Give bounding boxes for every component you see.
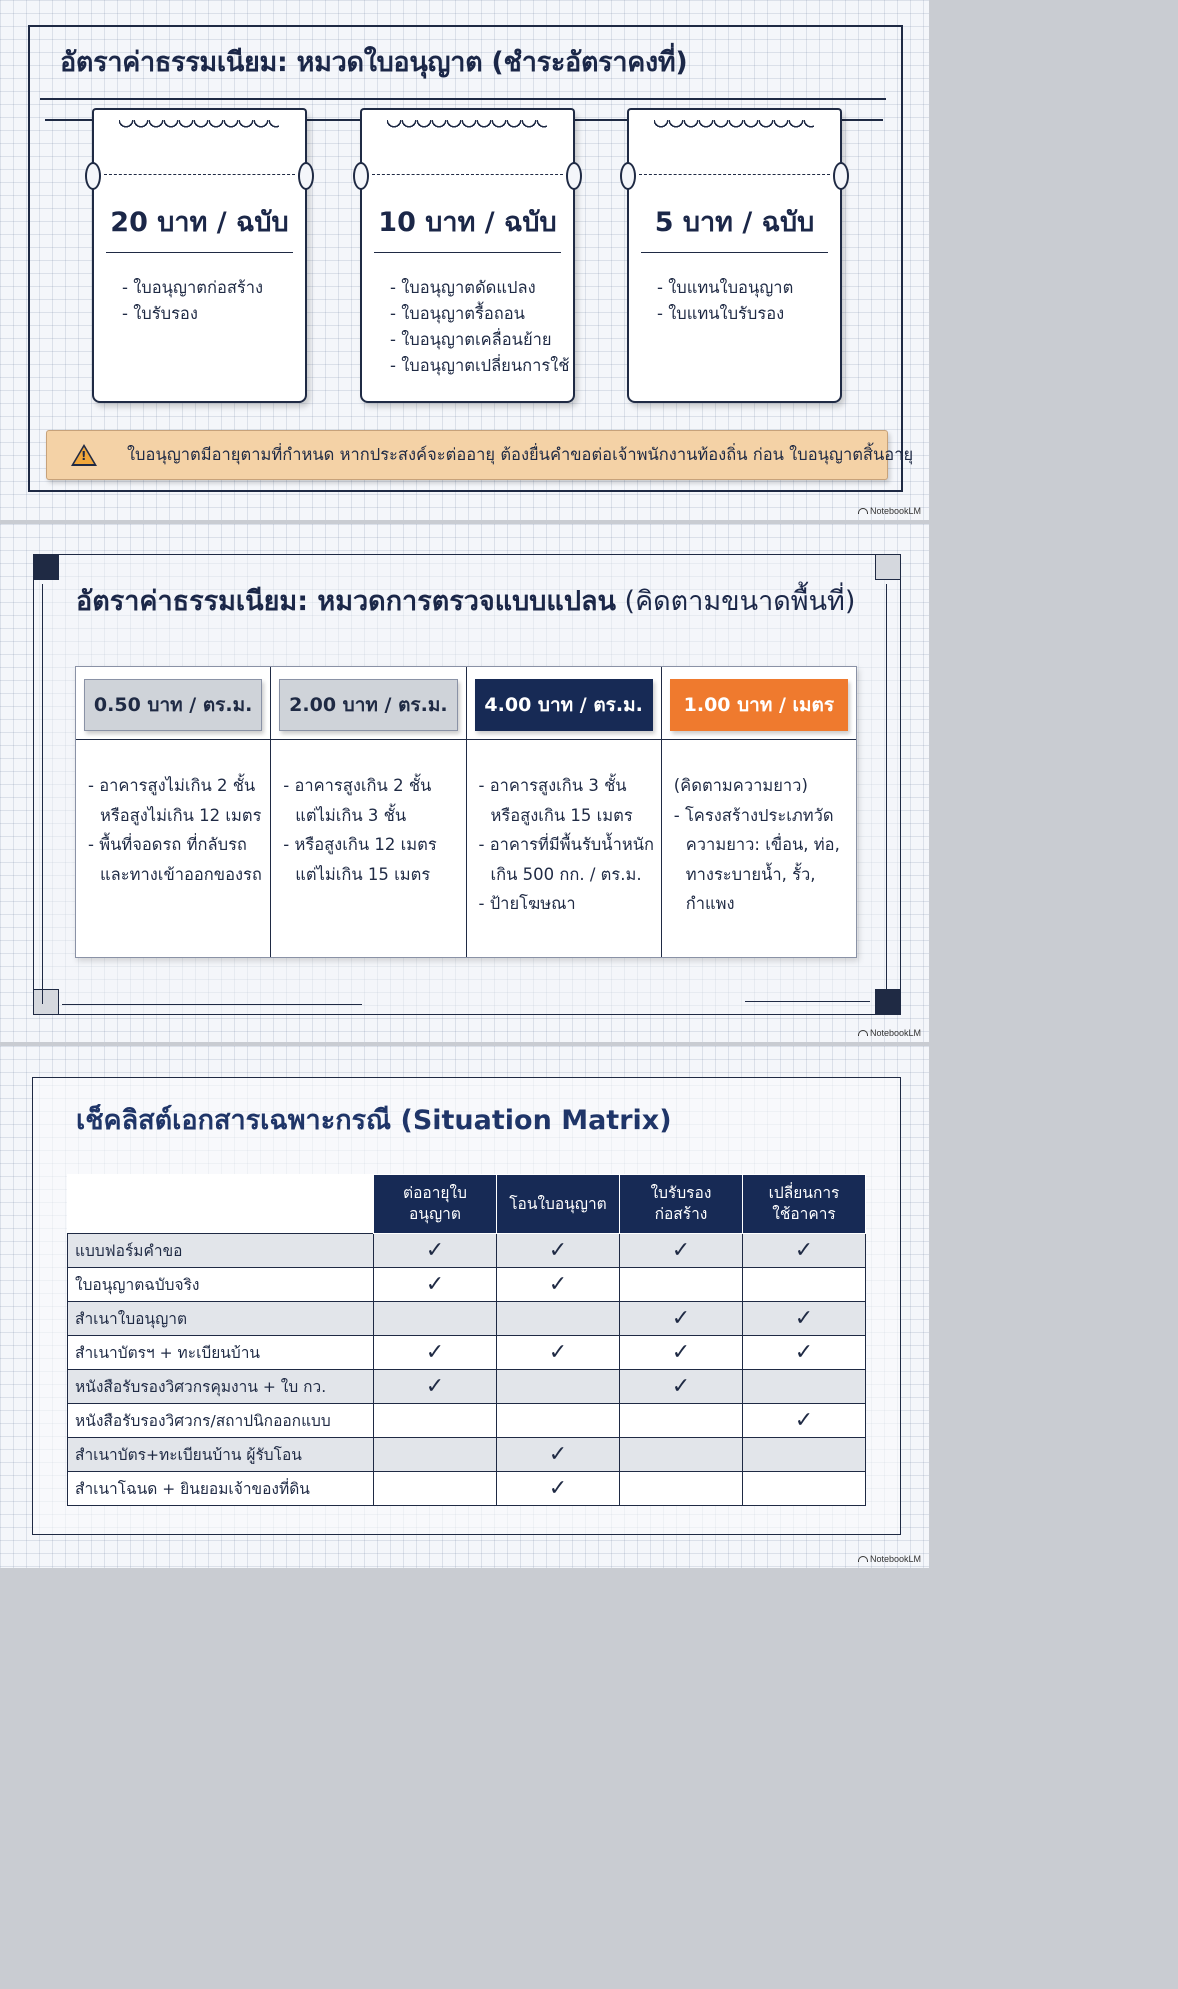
empty-cell	[620, 1268, 743, 1302]
check-mark-icon: ✓	[374, 1336, 497, 1370]
tag-scallop	[119, 120, 279, 130]
empty-cell	[374, 1302, 497, 1336]
condition-line: - ป้ายโฆษณา	[478, 894, 576, 913]
brand-watermark	[858, 506, 921, 516]
slide-title	[76, 579, 855, 622]
rate-badge: 0.50 บาท / ตร.ม.	[84, 679, 262, 731]
matrix-row	[68, 1302, 866, 1336]
tag-scallop	[387, 120, 547, 130]
matrix-row	[68, 1268, 866, 1302]
rate-conditions	[479, 771, 655, 919]
warning-banner	[46, 430, 914, 480]
tag-notch	[620, 162, 636, 190]
empty-cell	[497, 1302, 620, 1336]
empty-cell	[497, 1404, 620, 1438]
empty-cell	[743, 1370, 866, 1404]
fee-tag-20	[92, 108, 307, 403]
matrix-row	[68, 1336, 866, 1370]
tag-item: - ใบอนุญาตก่อสร้าง	[122, 275, 263, 301]
condition-line: - อาคารสูงเกิน 2 ชั้น	[283, 776, 432, 795]
condition-line: - พื้นที่จอดรถ ที่กลับรถ	[88, 835, 247, 854]
brand-label: NotebookLM	[869, 1554, 921, 1564]
check-mark-icon: ✓	[497, 1268, 620, 1302]
frame-guide-line	[42, 584, 43, 1004]
tag-notch	[566, 162, 582, 190]
condition-line: เกิน 500 กก. / ตร.ม.	[490, 864, 642, 884]
frame-corner	[875, 554, 901, 580]
empty-cell	[497, 1370, 620, 1404]
rate-conditions	[674, 771, 850, 919]
check-mark-icon: ✓	[497, 1234, 620, 1268]
brand-label: NotebookLM	[869, 1028, 921, 1038]
frame-guide-line	[745, 1001, 870, 1002]
condition-line: - โครงสร้างประเภทวัด	[673, 805, 834, 825]
document-label: สำเนาโฉนด + ยินยอมเจ้าของที่ดิน	[68, 1472, 374, 1506]
fee-tag-10	[360, 108, 575, 403]
rate-badge: 4.00 บาท / ตร.ม.	[475, 679, 653, 731]
empty-cell	[374, 1472, 497, 1506]
condition-line: หรือสูงไม่เกิน 12 เมตร	[100, 805, 262, 825]
empty-cell	[620, 1404, 743, 1438]
notebooklm-logo-icon	[858, 508, 868, 514]
brand-watermark	[858, 1028, 921, 1038]
rate-table	[75, 666, 857, 958]
tag-items	[390, 275, 570, 379]
check-mark-icon: ✓	[743, 1404, 866, 1438]
rate-column	[662, 667, 856, 957]
tag-price: 5 บาท / ฉบับ	[654, 207, 815, 238]
condition-line: แต่ไม่เกิน 15 เมตร	[295, 864, 431, 884]
matrix-body	[68, 1234, 866, 1506]
tag-item: - ใบรับรอง	[122, 301, 263, 327]
matrix-col-header: โอนใบอนุญาต	[497, 1175, 620, 1234]
tag-items	[122, 275, 263, 327]
tag-item: - ใบแทนใบอนุญาต	[657, 275, 793, 301]
notebooklm-logo-icon	[858, 1030, 868, 1036]
frame-corner	[33, 989, 59, 1015]
tag-divider	[106, 252, 293, 253]
tag-item: - ใบแทนใบรับรอง	[657, 301, 793, 327]
matrix-col-header: ต่ออายุใบ อนุญาต	[374, 1175, 497, 1234]
check-mark-icon: ✓	[743, 1234, 866, 1268]
rate-column	[467, 667, 662, 957]
document-label: สำเนาบัตรฯ + ทะเบียนบ้าน	[68, 1336, 374, 1370]
slide-license-fees	[0, 0, 929, 520]
warning-text: ใบอนุญาตมีอายุตามที่กำหนด หากประสงค์จะต่ออายุ ต้องยื่นคำขอต่อเจ้าพนักงานท้องถิ่น ก่อน ใบอนุญาตสิ้นอายุ	[127, 445, 914, 464]
document-label: แบบฟอร์มคำขอ	[68, 1234, 374, 1268]
rate-badge: 1.00 บาท / เมตร	[670, 679, 848, 731]
tag-notch	[298, 162, 314, 190]
tag-clip	[360, 108, 575, 120]
check-mark-icon: ✓	[497, 1336, 620, 1370]
tag-notch	[833, 162, 849, 190]
condition-line: แต่ไม่เกิน 3 ชั้น	[295, 805, 407, 825]
check-mark-icon: ✓	[497, 1472, 620, 1506]
slide-title: อัตราค่าธรรมเนียม: หมวดใบอนุญาต (ชำระอัตราคงที่)	[60, 47, 688, 78]
tag-price: 20 บาท / ฉบับ	[110, 207, 289, 238]
rate-conditions	[88, 771, 264, 889]
tag-divider	[641, 252, 828, 253]
document-label: ใบอนุญาตฉบับจริง	[68, 1268, 374, 1302]
check-mark-icon: ✓	[374, 1268, 497, 1302]
check-mark-icon: ✓	[620, 1302, 743, 1336]
rate-column	[271, 667, 466, 957]
matrix-col-header: เปลี่ยนการ ใช้อาคาร	[743, 1175, 866, 1234]
brand-label: NotebookLM	[869, 506, 921, 516]
slide-situation-matrix	[0, 1046, 929, 1568]
tag-perforation	[104, 174, 295, 175]
empty-cell	[374, 1438, 497, 1472]
check-mark-icon: ✓	[743, 1302, 866, 1336]
condition-line: ทางระบายน้ำ, รั้ว,	[685, 864, 816, 884]
tag-price: 10 บาท / ฉบับ	[378, 207, 557, 238]
condition-line: (คิดตามความยาว)	[673, 776, 808, 795]
condition-line: กำแพง	[685, 894, 735, 913]
notebooklm-logo-icon	[858, 1556, 868, 1562]
slide-plan-review-fees	[0, 524, 929, 1042]
rate-column	[76, 667, 271, 957]
tag-item: - ใบอนุญาตเปลี่ยนการใช้	[390, 353, 570, 379]
tag-clip	[627, 108, 842, 120]
hanger-rod	[40, 98, 886, 100]
matrix-row	[68, 1404, 866, 1438]
document-label: หนังสือรับรองวิศวกร/สถาปนิกออกแบบ	[68, 1404, 374, 1438]
empty-cell	[374, 1404, 497, 1438]
matrix-row	[68, 1472, 866, 1506]
frame-guide-line	[62, 1004, 362, 1005]
check-mark-icon: ✓	[497, 1438, 620, 1472]
empty-cell	[743, 1438, 866, 1472]
brand-watermark	[858, 1554, 921, 1564]
check-mark-icon: ✓	[620, 1336, 743, 1370]
matrix-col-header: ใบรับรอง ก่อสร้าง	[620, 1175, 743, 1234]
matrix-corner-cell	[68, 1175, 374, 1234]
condition-line: ความยาว: เขื่อน, ท่อ,	[685, 835, 840, 854]
empty-cell	[620, 1472, 743, 1506]
fee-tag-5	[627, 108, 842, 403]
empty-cell	[743, 1268, 866, 1302]
document-label: สำเนาบัตร+ทะเบียนบ้าน ผู้รับโอน	[68, 1438, 374, 1472]
condition-line: - อาคารที่มีพื้นรับน้ำหนัก	[478, 835, 654, 854]
empty-cell	[743, 1472, 866, 1506]
matrix-row	[68, 1234, 866, 1268]
condition-line: - อาคารสูงเกิน 3 ชั้น	[478, 776, 627, 795]
slide-title: เช็คลิสต์เอกสารเฉพาะกรณี (Situation Matrix)	[76, 1105, 672, 1136]
document-label: สำเนาใบอนุญาต	[68, 1302, 374, 1336]
empty-cell	[620, 1438, 743, 1472]
frame-corner	[875, 989, 901, 1015]
situation-matrix-table	[67, 1174, 866, 1506]
tag-notch	[353, 162, 369, 190]
frame-corner	[33, 554, 59, 580]
tag-notch	[85, 162, 101, 190]
frame-guide-line	[886, 584, 887, 1004]
check-mark-icon: ✓	[620, 1234, 743, 1268]
tag-scallop	[654, 120, 814, 130]
matrix-row	[68, 1438, 866, 1472]
matrix-row	[68, 1370, 866, 1404]
condition-line: - อาคารสูงไม่เกิน 2 ชั้น	[88, 776, 256, 795]
tag-perforation	[639, 174, 830, 175]
tag-perforation	[372, 174, 563, 175]
check-mark-icon: ✓	[374, 1370, 497, 1404]
tag-clip	[92, 108, 307, 120]
title-qualifier: (คิดตามขนาดพื้นที่)	[615, 586, 856, 617]
condition-line: - หรือสูงเกิน 12 เมตร	[283, 835, 437, 854]
tag-items	[657, 275, 793, 327]
title-main: อัตราค่าธรรมเนียม: หมวดการตรวจแบบแปลน	[76, 586, 616, 617]
check-mark-icon: ✓	[743, 1336, 866, 1370]
tag-divider	[374, 252, 561, 253]
tag-item: - ใบอนุญาตรื้อถอน	[390, 301, 570, 327]
check-mark-icon: ✓	[374, 1234, 497, 1268]
document-label: หนังสือรับรองวิศวกรคุมงาน + ใบ กว.	[68, 1370, 374, 1404]
tag-item: - ใบอนุญาตดัดแปลง	[390, 275, 570, 301]
rate-conditions	[283, 771, 459, 889]
tag-item: - ใบอนุญาตเคลื่อนย้าย	[390, 327, 570, 353]
warning-triangle-icon	[71, 444, 97, 466]
check-mark-icon: ✓	[620, 1370, 743, 1404]
rate-badge: 2.00 บาท / ตร.ม.	[279, 679, 457, 731]
matrix-header-row	[68, 1175, 866, 1234]
condition-line: หรือสูงเกิน 15 เมตร	[490, 805, 633, 825]
condition-line: และทางเข้าออกของรถ	[100, 864, 262, 884]
